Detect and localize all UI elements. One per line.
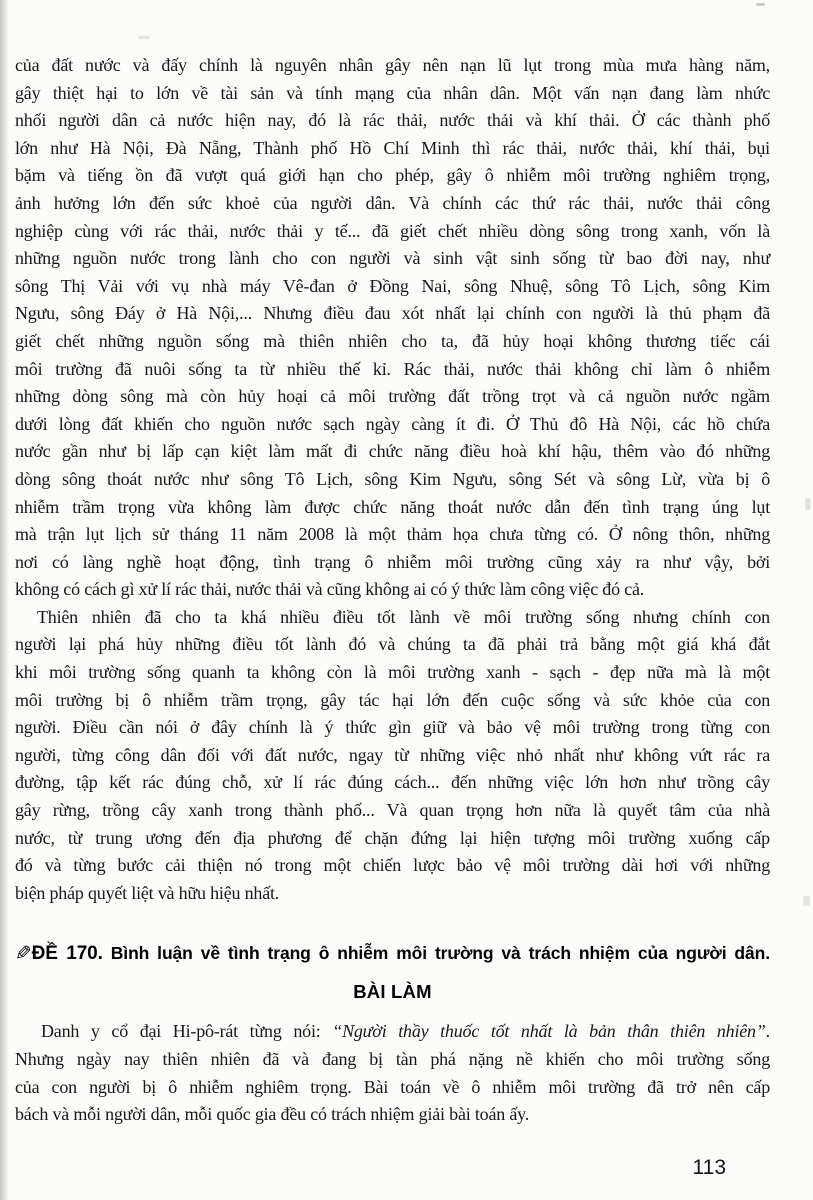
- text-line: nghiệp cùng với rác thải, nước thải y tế... đã giết chết nhiều dòng sông trong xanh, vốn là: [15, 220, 770, 241]
- text-line: nước, từ trung ương đến địa phương để chặn đứng lại hiện tượng môi trường xuống cấp: [15, 827, 770, 848]
- text-line: đó và từng bước cải thiện nó trong một chiến lược bảo vệ môi trường dài hơi với những: [15, 855, 770, 876]
- text-line: của con người bị ô nhiễm nghiêm trọng. Bài toán về ô nhiễm môi trường đã trở nên cấp: [15, 1076, 770, 1097]
- text-line: giết chết những nguồn sống mà thiên nhiên cho ta, đã hủy hoại không thương tiếc cái: [15, 330, 770, 351]
- scan-artifact: [138, 36, 150, 39]
- text-line: [15, 1018, 770, 1046]
- text-line: nơi có làng nghề hoạt động, tình trạng ô nhiễm môi trường cũng xảy ra như vậy, bởi: [15, 551, 770, 572]
- text-line: những nguồn nước trong lành cho con người và sinh vật sinh sống từ bao đời nay, như: [15, 248, 770, 269]
- text-line: Thiên nhiên đã cho ta khá nhiều điều tốt lành về môi trường sống nhưng chính con: [37, 606, 770, 627]
- scan-artifact: [803, 896, 810, 906]
- text-line: môi trường bị ô nhiễm trầm trọng, gây tác hại lớn đến cuộc sống và sức khỏe của con: [15, 689, 770, 710]
- quote-period: .: [765, 1021, 770, 1042]
- text-line: biện pháp quyết liệt và hữu hiệu nhất.: [15, 882, 280, 903]
- pencil-icon: ✎: [15, 943, 32, 966]
- paragraph-nature-responsibility: [15, 604, 770, 908]
- text-line: mà trận lụt lịch sử tháng 11 năm 2008 là một thảm họa chưa từng có. Ở nông thôn, những: [15, 524, 770, 545]
- text-line: gây thiệt hại to lớn về tài sản và tính mạng của nhân dân. Một vấn nạn đang làm nhức: [15, 82, 770, 103]
- text-line: Ngưu, sông Đáy ở Hà Nội,... Nhưng điều đau xót nhất lại chính con người là thủ phạm đã: [15, 303, 770, 324]
- paragraph-pollution-overview: [15, 52, 770, 604]
- text-line: bách và mỗi người dân, mỗi quốc gia đều có trách nhiệm giải bài toán ấy.: [15, 1104, 530, 1125]
- text-line: nhiễm trầm trọng vừa không làm được chức năng thoát nước dẫn đến tình trạng úng lụt: [15, 496, 770, 517]
- text-line: nhối người dân cả nước hiện nay, đó là rác thải, nước thải và khí thải. Ở các thành phố: [15, 110, 770, 131]
- scan-artifact: [756, 3, 765, 6]
- essay-subheading: BÀI LÀM: [353, 981, 432, 1003]
- text-line: của đất nước và đấy chính là nguyên nhân gây nên nạn lũ lụt trong mùa mưa hàng năm,: [15, 55, 770, 75]
- text-line: khi môi trường sống quanh ta không còn là môi trường xanh - sạch - đẹp nữa mà là một: [15, 662, 770, 683]
- text-line: dưới lòng đất khiến cho nguồn nước sạch ngày càng ít đi. Ở Thủ đô Hà Nội, các hồ chứa: [15, 413, 770, 434]
- hippocrates-quote: “Người thầy thuốc tốt nhất là bản thân thiên nhiên”: [332, 1021, 766, 1042]
- scan-artifact: [805, 498, 811, 510]
- page-content: [15, 52, 770, 1180]
- paragraph-essay-opening: [15, 1018, 770, 1128]
- topic-number: ĐỀ 170.: [31, 943, 103, 965]
- scan-edge-shadow: [0, 0, 9, 1200]
- text-line: người lại phá hủy những điều tốt lành đó và chúng ta đã phải trả bằng một giá khá đắt: [15, 634, 770, 655]
- text-line: những dòng sông mà còn hủy hoại cả môi trường đất trồng trọt và cả nguồn nước ngầm: [15, 386, 770, 407]
- text-line: nước gần như bị lấp cạn kiệt làm mất đi chức năng điều hoà khí hậu, thêm vào đó những: [15, 441, 770, 462]
- text-line: bặm và tiếng ồn đã vượt quá giới hạn cho phép, gây ô nhiễm môi trường nghiêm trọng,: [15, 165, 770, 186]
- topic-title: Bình luận về tình trạng ô nhiễm môi trường và trách nhiệm của người dân.: [110, 943, 771, 964]
- paragraph-essay-opening-rest: [15, 1046, 770, 1129]
- text-line: đường, tập kết rác đúng chỗ, xử lí rác đúng cách... đến những việc lớn hơn như trồng cây: [15, 772, 770, 793]
- text-line: không có cách gì xử lí rác thải, nước thải và cũng không ai có ý thức làm công việc đó cả.: [15, 579, 645, 600]
- text-line: môi trường đã nuôi sống ta từ nhiều thế kỉ. Rác thải, nước thải không chỉ làm ô nhiễm: [15, 358, 770, 379]
- text-line: ảnh hưởng lớn đến sức khoẻ của người dân. Và chính các thứ rác thải, nước thải công: [15, 192, 770, 213]
- topic-heading: [15, 940, 770, 967]
- quote-intro-text: Danh y cổ đại Hi-pô-rát từng nói:: [41, 1021, 333, 1042]
- text-line: lớn như Hà Nội, Đà Nẵng, Thành phố Hồ Chí Minh thì rác thải, nước thải, khí thải, bụi: [15, 137, 770, 158]
- text-line: người. Điều cần nói ở đây chính là ý thức gìn giữ và bảo vệ môi trường trong từng con: [15, 717, 770, 738]
- text-line: người, từng công dân đối với đất nước, ngay từ những việc nhỏ nhất như không vứt rác ra: [15, 744, 770, 765]
- text-line: sông Thị Vải với vụ nhà máy Vê-đan ở Đồng Nai, sông Nhuệ, sông Tô Lịch, sông Kim: [15, 275, 770, 296]
- text-line: dòng sông thoát nước như sông Tô Lịch, sông Kim Ngưu, sông Sét và sông Lừ, vừa bị ô: [15, 468, 770, 489]
- text-line: gây rừng, trồng cây xanh trong thành phố... Và quan trọng hơn nữa là quyết tâm của nhà: [15, 800, 770, 821]
- text-line: Nhưng ngày nay thiên nhiên đã và đang bị tàn phá nặng nề khiến cho môi trường sống: [15, 1049, 770, 1069]
- page-number: 113: [692, 1155, 726, 1179]
